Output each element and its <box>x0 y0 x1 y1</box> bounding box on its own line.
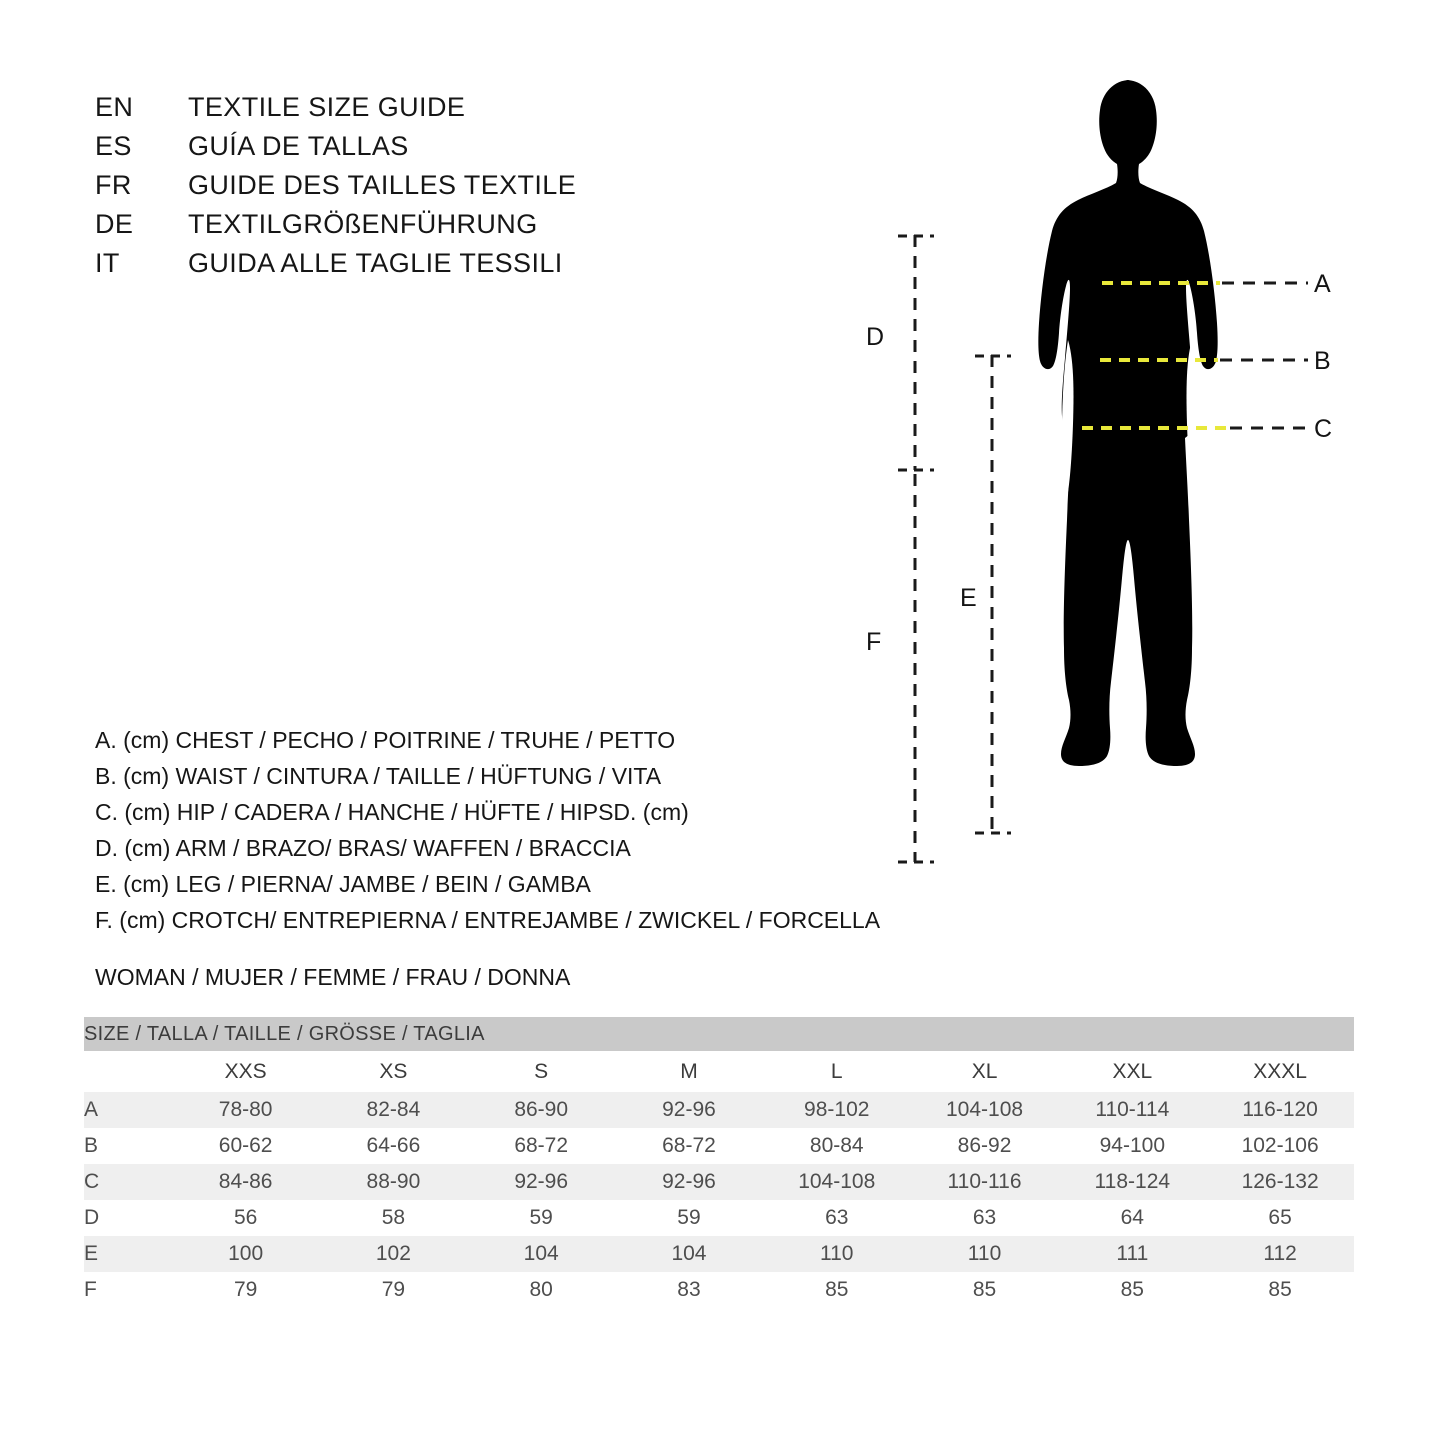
cell: 78-80 <box>172 1092 320 1128</box>
cell: 100 <box>172 1236 320 1272</box>
measurement-legend <box>95 722 915 938</box>
col-header-xxs: XXS <box>172 1051 320 1092</box>
col-header-xs: XS <box>320 1051 468 1092</box>
title-block <box>95 88 715 283</box>
col-header-m: M <box>615 1051 763 1092</box>
cell: 104-108 <box>911 1092 1059 1128</box>
title-text: TEXTILGRÖßENFÜHRUNG <box>188 209 538 239</box>
table-row <box>84 1128 1354 1164</box>
cell: 86-90 <box>467 1092 615 1128</box>
cell: 112 <box>1206 1236 1354 1272</box>
cell: 102 <box>320 1236 468 1272</box>
cell: 59 <box>467 1200 615 1236</box>
col-header-blank <box>84 1051 172 1092</box>
table-row <box>84 1200 1354 1236</box>
title-row <box>95 205 715 244</box>
title-row <box>95 127 715 166</box>
row-label: A <box>84 1092 172 1128</box>
cell: 86-92 <box>911 1128 1059 1164</box>
table-row <box>84 1272 1354 1308</box>
callout-label-b: B <box>1314 347 1331 375</box>
title-lang-code: IT <box>95 248 120 278</box>
legend-item-b: B. (cm) WAIST / CINTURA / TAILLE / HÜFTUNG / VITA <box>95 763 662 789</box>
col-header-l: L <box>763 1051 911 1092</box>
gender-heading: WOMAN / MUJER / FEMME / FRAU / DONNA <box>95 964 571 990</box>
dimension-label-d: D <box>866 323 885 351</box>
cell: 118-124 <box>1058 1164 1206 1200</box>
cell: 104 <box>615 1236 763 1272</box>
table-row <box>84 1236 1354 1272</box>
cell: 104-108 <box>763 1164 911 1200</box>
table-row <box>84 1092 1354 1128</box>
title-lang-code: ES <box>95 131 132 161</box>
cell: 94-100 <box>1058 1128 1206 1164</box>
cell: 58 <box>320 1200 468 1236</box>
title-lang-code: DE <box>95 209 134 239</box>
cell: 68-72 <box>615 1128 763 1164</box>
cell: 80-84 <box>763 1128 911 1164</box>
callout-label-a: A <box>1314 270 1331 298</box>
cell: 92-96 <box>615 1164 763 1200</box>
cell: 110-114 <box>1058 1092 1206 1128</box>
legend-item-d: D. (cm) ARM / BRAZO/ BRAS/ WAFFEN / BRACCIA <box>95 835 631 861</box>
title-row <box>95 166 715 205</box>
table-header-row <box>84 1051 1354 1092</box>
cell: 102-106 <box>1206 1128 1354 1164</box>
table-caption: SIZE / TALLA / TAILLE / GRÖSSE / TAGLIA <box>84 1017 1354 1051</box>
cell: 82-84 <box>320 1092 468 1128</box>
cell: 83 <box>615 1272 763 1308</box>
cell: 110 <box>763 1236 911 1272</box>
row-label: D <box>84 1200 172 1236</box>
cell: 98-102 <box>763 1092 911 1128</box>
col-header-xl: XL <box>911 1051 1059 1092</box>
cell: 84-86 <box>172 1164 320 1200</box>
row-label: C <box>84 1164 172 1200</box>
title-text: GUIDE DES TAILLES TEXTILE <box>188 170 577 200</box>
cell: 85 <box>1058 1272 1206 1308</box>
table-row <box>84 1164 1354 1200</box>
col-header-xxxl: XXXL <box>1206 1051 1354 1092</box>
title-text: GUÍA DE TALLAS <box>188 131 409 161</box>
legend-item-c: C. (cm) HIP / CADERA / HANCHE / HÜFTE / HIPSD. (cm) <box>95 799 689 825</box>
cell: 59 <box>615 1200 763 1236</box>
cell: 88-90 <box>320 1164 468 1200</box>
size-chart-table <box>84 1017 1354 1308</box>
cell: 68-72 <box>467 1128 615 1164</box>
legend-item-e: E. (cm) LEG / PIERNA/ JAMBE / BEIN / GAMBA <box>95 871 591 897</box>
cell: 85 <box>763 1272 911 1308</box>
dimension-label-f: F <box>866 628 882 656</box>
legend-item-f: F. (cm) CROTCH/ ENTREPIERNA / ENTREJAMBE / ZWICKEL / FORCELLA <box>95 907 881 933</box>
cell: 110 <box>911 1236 1059 1272</box>
title-row <box>95 244 715 283</box>
dimension-label-e: E <box>960 584 977 612</box>
table-caption-row <box>84 1017 1354 1051</box>
title-lang-code: FR <box>95 170 132 200</box>
cell: 85 <box>1206 1272 1354 1308</box>
cell: 92-96 <box>467 1164 615 1200</box>
row-label: F <box>84 1272 172 1308</box>
cell: 126-132 <box>1206 1164 1354 1200</box>
cell: 64 <box>1058 1200 1206 1236</box>
cell: 79 <box>320 1272 468 1308</box>
cell: 80 <box>467 1272 615 1308</box>
callout-label-c: C <box>1314 415 1333 443</box>
cell: 63 <box>911 1200 1059 1236</box>
cell: 79 <box>172 1272 320 1308</box>
row-label: E <box>84 1236 172 1272</box>
cell: 60-62 <box>172 1128 320 1164</box>
cell: 111 <box>1058 1236 1206 1272</box>
cell: 64-66 <box>320 1128 468 1164</box>
arm-dimension-line <box>898 235 934 470</box>
cell: 104 <box>467 1236 615 1272</box>
cell: 65 <box>1206 1200 1354 1236</box>
title-lang-code: EN <box>95 92 134 122</box>
cell: 92-96 <box>615 1092 763 1128</box>
cell: 56 <box>172 1200 320 1236</box>
cell: 63 <box>763 1200 911 1236</box>
cell: 110-116 <box>911 1164 1059 1200</box>
leg-dimension-line <box>975 355 1011 833</box>
row-label: B <box>84 1128 172 1164</box>
title-text: TEXTILE SIZE GUIDE <box>188 92 466 122</box>
cell: 116-120 <box>1206 1092 1354 1128</box>
title-row <box>95 88 715 127</box>
legend-item-a: A. (cm) CHEST / PECHO / POITRINE / TRUHE / PETTO <box>95 727 676 753</box>
title-text: GUIDA ALLE TAGLIE TESSILI <box>188 248 563 278</box>
cell: 85 <box>911 1272 1059 1308</box>
col-header-xxl: XXL <box>1058 1051 1206 1092</box>
col-header-s: S <box>467 1051 615 1092</box>
